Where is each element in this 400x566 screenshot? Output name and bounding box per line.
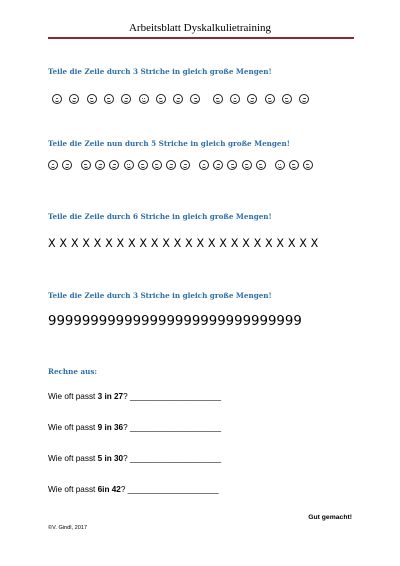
header-divider bbox=[48, 37, 354, 39]
copyright-text: ©V. Gindl, 2017 bbox=[48, 525, 88, 531]
smiley-icon bbox=[166, 160, 176, 170]
smiley-icon bbox=[199, 160, 209, 170]
smiley-icon bbox=[247, 94, 257, 104]
smiley-icon bbox=[256, 160, 266, 170]
smiley-icon bbox=[121, 94, 131, 104]
smiley-icon bbox=[180, 160, 190, 170]
smiley-icon bbox=[190, 94, 200, 104]
smiley-icon bbox=[109, 160, 119, 170]
x-row: X X X X X X X X X X X X X X X X X X X X X X X X bbox=[48, 237, 319, 250]
smiley-icon bbox=[138, 160, 148, 170]
praise-text: Gut gemacht! bbox=[308, 514, 352, 521]
instruction-2: Teile die Zeile nun durch 5 Striche in gleich große Mengen! bbox=[48, 139, 290, 148]
smiley-icon bbox=[104, 94, 114, 104]
task-3: Wie oft passt 5 in 30? ____________________ bbox=[48, 454, 222, 463]
instruction-3: Teile die Zeile durch 6 Striche in gleich große Mengen! bbox=[48, 212, 272, 221]
smiley-icon bbox=[52, 94, 62, 104]
smiley-icon bbox=[303, 160, 313, 170]
smiley-icon bbox=[299, 94, 309, 104]
task-2: Wie oft passt 9 in 36? ____________________ bbox=[48, 423, 222, 432]
nine-row: 999999999999999999999999999999 bbox=[48, 314, 302, 329]
smiley-icon bbox=[213, 94, 223, 104]
smiley-icon bbox=[152, 160, 162, 170]
smiley-icon bbox=[227, 160, 237, 170]
smiley-icon bbox=[48, 160, 58, 170]
smiley-icon bbox=[275, 160, 285, 170]
page-title: Arbeitsblatt Dyskalkulietraining bbox=[128, 22, 272, 34]
smiley-icon bbox=[95, 160, 105, 170]
smiley-icon bbox=[289, 160, 299, 170]
instruction-1: Teile die Zeile durch 3 Striche in gleich große Mengen! bbox=[48, 67, 272, 76]
rechne-heading: Rechne aus: bbox=[48, 367, 98, 376]
smiley-icon bbox=[124, 160, 134, 170]
smiley-icon bbox=[62, 160, 72, 170]
smiley-icon bbox=[242, 160, 252, 170]
smiley-icon bbox=[81, 160, 91, 170]
smiley-icon bbox=[139, 94, 149, 104]
smiley-icon bbox=[87, 94, 97, 104]
smiley-icon bbox=[213, 160, 223, 170]
task-1: Wie oft passt 3 in 27? ____________________ bbox=[48, 392, 222, 401]
smiley-icon bbox=[69, 94, 79, 104]
smiley-icon bbox=[265, 94, 275, 104]
task-4: Wie oft passt 6in 42? ____________________ bbox=[48, 485, 219, 494]
smiley-icon bbox=[173, 94, 183, 104]
smiley-icon bbox=[156, 94, 166, 104]
instruction-4: Teile die Zeile durch 3 Striche in gleich große Mengen! bbox=[48, 291, 272, 300]
smiley-icon bbox=[282, 94, 292, 104]
smiley-icon bbox=[230, 94, 240, 104]
